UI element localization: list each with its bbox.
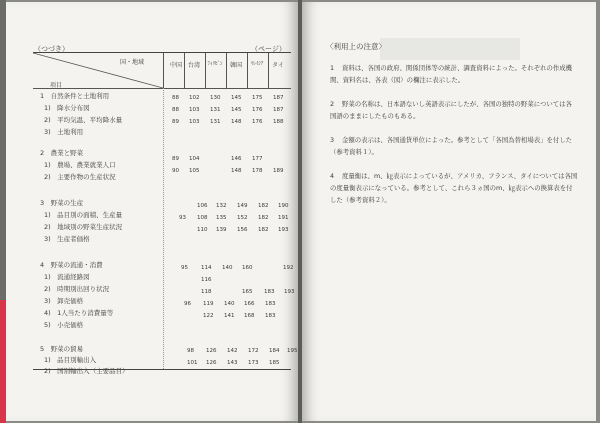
section-item: 2) 地域別の野菜生産状況 xyxy=(44,223,123,231)
page-number: 89 xyxy=(172,156,179,162)
page-number: 188 xyxy=(273,119,284,125)
note-number: 4 xyxy=(330,172,335,180)
page-number: 187 xyxy=(273,95,284,101)
note-text: 金額の表示は、各国通貨単位によった。参考として「各国為替相場表」を付した（参考資料１）。 xyxy=(330,136,573,156)
page-number: 185 xyxy=(269,360,280,366)
page-number: 89 xyxy=(172,119,179,125)
page-number: 146 xyxy=(231,156,242,162)
page-number: 143 xyxy=(227,360,238,366)
page-number: 165 xyxy=(242,289,253,295)
page-number: 126 xyxy=(206,348,217,354)
continued-label: （つづき） xyxy=(34,45,69,53)
section-item: 1) 品目別の面積、生産量 xyxy=(44,211,123,219)
note-paragraph xyxy=(330,134,578,158)
col-divider xyxy=(184,53,185,88)
page-number: 93 xyxy=(179,215,186,221)
page-number: 191 xyxy=(278,215,289,221)
page-number: 156 xyxy=(237,227,248,233)
page-number: 95 xyxy=(181,265,188,271)
col-divider xyxy=(226,53,227,88)
page-number: 183 xyxy=(264,289,275,295)
column-header: 台湾 xyxy=(187,62,200,69)
section-title: 3 野菜の生産 xyxy=(40,199,84,207)
note-paragraph xyxy=(330,62,578,86)
note-text: 度量衡は、m、㎏表示によっているが、アメリカ、フランス、タイについては各国の度量衡表示になっている。参考として、これら３ヵ国のm、㎏表示への換算表を付した（参考資料２）。 xyxy=(330,172,578,204)
page-number: 183 xyxy=(265,301,276,307)
page-number: 193 xyxy=(278,227,289,233)
page-number: 182 xyxy=(258,227,269,233)
page-number: 139 xyxy=(216,227,227,233)
page-number: 130 xyxy=(210,95,221,101)
book-gutter xyxy=(298,0,302,423)
col-divider xyxy=(163,53,164,88)
section-item: 4) 1人当たり消費量等 xyxy=(44,309,114,317)
page-number: 142 xyxy=(227,348,238,354)
col-divider xyxy=(268,53,269,88)
page-number: 131 xyxy=(210,107,221,113)
page-number: 98 xyxy=(187,348,194,354)
notes-title: 〈利用上の注意〉 xyxy=(326,42,386,51)
page-number: 168 xyxy=(244,313,255,319)
note-text: 野菜の名称は、日本語ないし英語表示にしたが、各国の独特の野菜については各国語のままにしたものもある。 xyxy=(330,100,572,120)
section-item: 2) 平均気温、平均降水量 xyxy=(44,116,123,124)
col-divider xyxy=(205,53,206,88)
page-number: 122 xyxy=(203,313,214,319)
section-item: 3) 生産者価格 xyxy=(44,235,90,243)
page-number: 140 xyxy=(222,265,233,271)
page-number: 114 xyxy=(201,265,212,271)
page-number: 175 xyxy=(252,95,263,101)
section-title: 1 自然条件と土地利用 xyxy=(40,92,110,100)
section-item: 1) 農場、農業就業人口 xyxy=(44,161,116,169)
page-number: 126 xyxy=(206,360,217,366)
section-item: 1) 流通経路図 xyxy=(44,273,90,281)
note-number: 2 xyxy=(330,100,335,108)
note-number: 1 xyxy=(330,64,335,72)
page-number: 106 xyxy=(197,203,208,209)
bleed-through-shadow xyxy=(380,38,520,60)
section-item: 3) 土地利用 xyxy=(44,128,84,136)
page-number: 152 xyxy=(237,215,248,221)
page-number: 176 xyxy=(252,119,263,125)
column-header: 韓国 xyxy=(229,62,242,69)
page-number: 132 xyxy=(216,203,227,209)
page-number: 182 xyxy=(258,215,269,221)
page-number: 184 xyxy=(269,348,280,354)
page-number: 131 xyxy=(210,119,221,125)
column-header: 中国 xyxy=(169,62,182,69)
section-title: 5 野菜の貿易 xyxy=(40,345,84,353)
page-number: 176 xyxy=(252,107,263,113)
page-number: 101 xyxy=(187,360,198,366)
page-column-label: （ページ） xyxy=(251,45,286,53)
page-number: 118 xyxy=(201,289,212,295)
page-number: 173 xyxy=(248,360,259,366)
page-number: 108 xyxy=(197,215,208,221)
section-item: 1) 品目別輸出入 xyxy=(44,356,97,364)
page-number: 149 xyxy=(237,203,248,209)
page-number: 90 xyxy=(172,168,179,174)
dotted-divider xyxy=(163,88,164,369)
page-number: 145 xyxy=(231,107,242,113)
page-number: 183 xyxy=(265,313,276,319)
page-number: 193 xyxy=(284,289,295,295)
page-number: 189 xyxy=(273,168,284,174)
page-number: 96 xyxy=(184,301,191,307)
column-header: ﾏﾚｲｼｱ xyxy=(250,61,264,67)
section-title: 4 野菜の流通・消費 xyxy=(40,261,103,269)
page-number: 187 xyxy=(273,107,284,113)
note-paragraph xyxy=(330,98,578,122)
section-item: 1) 降水分布図 xyxy=(44,104,90,112)
page-number: 177 xyxy=(252,156,263,162)
page-number: 195 xyxy=(287,348,298,354)
page-number: 148 xyxy=(231,119,242,125)
page-number: 88 xyxy=(172,95,179,101)
page-number: 166 xyxy=(244,301,255,307)
page-number: 140 xyxy=(224,301,235,307)
note-number: 3 xyxy=(330,136,335,144)
note-text: 資料は、各国の政府、関係団体等の統計、調査資料によった。それぞれの作成機関、資料名は、各表（図）の欄注に表示した。 xyxy=(330,64,573,84)
page-number: 103 xyxy=(189,107,200,113)
page-number: 192 xyxy=(283,265,294,271)
page-number: 141 xyxy=(224,313,235,319)
column-header: タイ xyxy=(272,62,284,69)
page-number: 148 xyxy=(231,168,242,174)
page-number: 172 xyxy=(248,348,259,354)
page-number: 103 xyxy=(189,119,200,125)
page-number: 116 xyxy=(201,277,212,283)
page-number: 105 xyxy=(189,168,200,174)
page-number: 135 xyxy=(216,215,227,221)
section-item: 3) 卸売価格 xyxy=(44,297,84,305)
corner-label-region: 国・地域 xyxy=(120,59,145,66)
table-bottom-rule xyxy=(33,369,291,370)
header-rule xyxy=(33,88,291,89)
column-header: ﾌｨﾘﾋﾟﾝ xyxy=(207,61,223,67)
section-item: 2) 主要作物の生産状況 xyxy=(44,173,116,181)
page-number: 88 xyxy=(172,107,179,113)
note-paragraph xyxy=(330,170,578,206)
corner-label-items: 項目 xyxy=(50,82,63,89)
page-number: 178 xyxy=(252,168,263,174)
page-number: 119 xyxy=(203,301,214,307)
page-number: 190 xyxy=(278,203,289,209)
page-number: 145 xyxy=(231,95,242,101)
section-title: 2 農業と野菜 xyxy=(40,149,84,157)
page-number: 110 xyxy=(197,227,208,233)
section-item: 2) 時期別出回り状況 xyxy=(44,285,110,293)
page-number: 102 xyxy=(189,95,200,101)
page-number: 182 xyxy=(258,203,269,209)
col-divider xyxy=(247,53,248,88)
page-number: 104 xyxy=(189,156,200,162)
section-item: 2) 国別輸出入（主要品目） xyxy=(44,367,129,375)
section-item: 5) 小売価格 xyxy=(44,321,84,329)
page-number: 160 xyxy=(242,265,253,271)
